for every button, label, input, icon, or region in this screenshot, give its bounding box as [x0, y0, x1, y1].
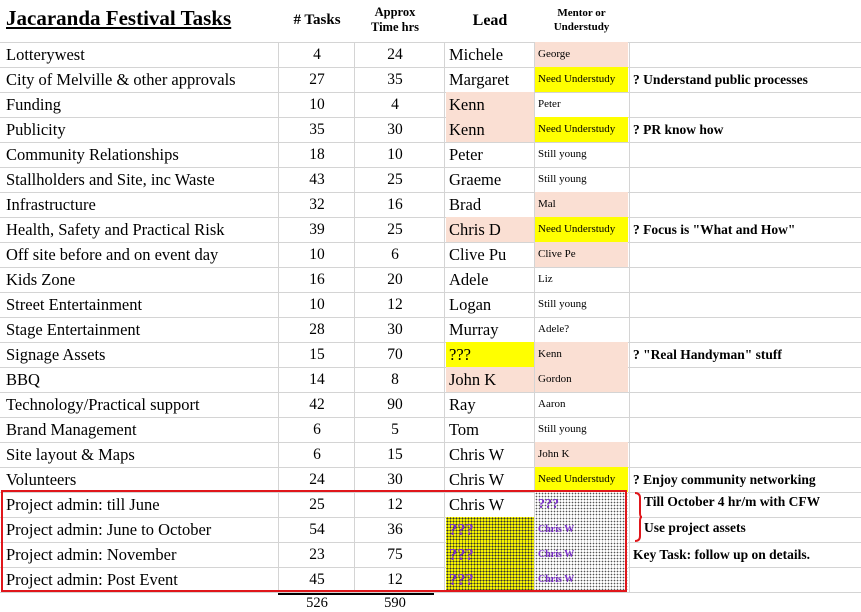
mentor-name: Need Understudy [535, 217, 628, 242]
task-count: 10 [309, 296, 325, 313]
task-count: 43 [309, 171, 325, 188]
task-name: Project admin: till June [6, 495, 160, 514]
task-count: 25 [309, 496, 325, 513]
task-name: Signage Assets [6, 345, 106, 364]
lead-name: Chris D [446, 217, 534, 242]
mentor-name: Chris W [535, 542, 628, 567]
mentor-name: Still young [538, 148, 587, 160]
task-name: Project admin: November [6, 545, 177, 564]
table-row [0, 167, 861, 192]
header-tasks: # Tasks [293, 12, 341, 28]
approx-time: 6 [391, 246, 399, 263]
task-name: Infrastructure [6, 195, 96, 214]
mentor-name: Aaron [538, 398, 566, 410]
approx-time: 12 [387, 496, 403, 513]
lead-name: Murray [449, 320, 499, 339]
lead-name: Chris W [449, 495, 505, 514]
approx-time: 30 [387, 471, 403, 488]
table-row [0, 92, 861, 117]
task-name: Technology/Practical support [6, 395, 200, 414]
mentor-name: Clive Pe [535, 242, 628, 267]
row-note: ? Enjoy community networking [633, 472, 816, 487]
approx-time: 75 [387, 546, 403, 563]
lead-name: Margaret [449, 70, 510, 89]
approx-time: 30 [387, 321, 403, 338]
task-count: 42 [309, 396, 325, 413]
task-count: 4 [313, 46, 321, 63]
lead-name: John K [446, 367, 534, 392]
brace-note-line1: Till October 4 hr/m with CFW [644, 494, 821, 509]
row-note: ? PR know how [633, 122, 724, 137]
task-count: 14 [309, 371, 325, 388]
approx-time: 70 [387, 346, 403, 363]
project-admin-outline [1, 490, 627, 592]
table-row [0, 467, 861, 492]
mentor-name: Liz [538, 273, 553, 285]
row-note: ? Understand public processes [633, 72, 808, 87]
table-row [0, 192, 861, 217]
lead-name: ??? [446, 342, 534, 367]
header-time-line2: Time hrs [370, 20, 420, 34]
task-count: 6 [313, 446, 321, 463]
task-count: 32 [309, 196, 325, 213]
lead-name: Chris W [449, 470, 505, 489]
table-row [0, 267, 861, 292]
approx-time: 12 [387, 571, 403, 588]
task-name: Street Entertainment [6, 295, 143, 314]
mentor-name: Need Understudy [535, 117, 628, 142]
task-name: Site layout & Maps [6, 445, 135, 464]
task-count: 45 [309, 571, 325, 588]
mentor-name: John K [535, 442, 628, 467]
table-row [0, 392, 861, 417]
task-count: 15 [309, 346, 325, 363]
task-count: 18 [309, 146, 325, 163]
task-count: 35 [309, 121, 325, 138]
table-row [0, 117, 861, 142]
mentor-name: George [535, 42, 628, 67]
approx-time: 24 [387, 46, 403, 63]
task-name: Volunteers [6, 470, 77, 489]
total-time: 590 [384, 595, 406, 611]
approx-time: 4 [391, 96, 399, 113]
lead-name: Clive Pu [449, 245, 507, 264]
mentor-name: Still young [538, 173, 587, 185]
lead-name: Adele [449, 270, 489, 289]
sheet-title: Jacaranda Festival Tasks [6, 6, 232, 30]
lead-name: Kenn [446, 117, 534, 142]
task-name: Publicity [6, 120, 66, 139]
task-count: 39 [309, 221, 325, 238]
lead-name: ??? [446, 517, 534, 542]
mentor-name: Still young [538, 298, 587, 310]
task-name: Stallholders and Site, inc Waste [6, 170, 215, 189]
mentor-name: Kenn [535, 342, 628, 367]
lead-name: Graeme [449, 170, 502, 189]
task-count: 23 [309, 546, 325, 563]
task-name: Kids Zone [6, 270, 76, 289]
header-time-line1: Approx [374, 5, 416, 19]
lead-name: Kenn [446, 92, 534, 117]
mentor-name: Gordon [535, 367, 628, 392]
mentor-name: Peter [538, 98, 561, 110]
table-row [0, 217, 861, 242]
task-name: Project admin: June to October [6, 520, 212, 539]
task-name: Stage Entertainment [6, 320, 141, 339]
task-name: Community Relationships [6, 145, 179, 164]
task-count: 27 [309, 71, 325, 88]
table-row [0, 417, 861, 442]
approx-time: 8 [391, 371, 399, 388]
task-count: 10 [309, 96, 325, 113]
approx-time: 35 [387, 71, 403, 88]
task-count: 24 [309, 471, 325, 488]
mentor-name: ??? [535, 492, 628, 517]
approx-time: 5 [391, 421, 399, 438]
mentor-name: Mal [535, 192, 628, 217]
table-row [0, 317, 861, 342]
task-count: 28 [309, 321, 325, 338]
task-name: Lotterywest [6, 45, 85, 64]
row-note: Key Task: follow up on details. [633, 547, 811, 562]
task-name: Funding [6, 95, 62, 114]
approx-time: 12 [387, 296, 403, 313]
brace-note-line2: Use project assets [644, 520, 746, 535]
table-row [0, 242, 861, 267]
lead-name: Tom [449, 420, 480, 439]
brace-icon [634, 492, 642, 542]
header-mentor-line2: Understudy [553, 21, 610, 33]
lead-name: Brad [449, 195, 482, 214]
task-name: Brand Management [6, 420, 137, 439]
header-time [356, 5, 434, 47]
lead-name: Ray [449, 395, 476, 414]
approx-time: 25 [387, 221, 403, 238]
lead-name: Chris W [449, 445, 505, 464]
task-name: Off site before and on event day [6, 245, 219, 264]
lead-name: Peter [449, 145, 483, 164]
task-name: BBQ [6, 370, 40, 389]
lead-name: ??? [446, 542, 534, 567]
row-note: ? "Real Handyman" stuff [633, 347, 782, 362]
mentor-name: Still young [538, 423, 587, 435]
mentor-name: Need Understudy [535, 67, 628, 92]
task-count: 54 [309, 521, 325, 538]
approx-time: 90 [387, 396, 403, 413]
lead-name: Logan [449, 295, 492, 314]
table-row [0, 67, 861, 92]
approx-time: 15 [387, 446, 403, 463]
row-note: ? Focus is "What and How" [633, 222, 796, 237]
total-tasks: 526 [306, 595, 328, 611]
approx-time: 10 [387, 146, 403, 163]
lead-name: ??? [446, 567, 534, 592]
mentor-name: Adele? [538, 323, 570, 335]
table-row [0, 342, 861, 367]
task-count: 16 [309, 271, 325, 288]
approx-time: 16 [387, 196, 403, 213]
mentor-name: Chris W [535, 517, 628, 542]
mentor-name: Chris W [535, 567, 628, 592]
table-row [0, 367, 861, 392]
task-name: Health, Safety and Practical Risk [6, 220, 225, 239]
lead-name: Michele [449, 45, 504, 64]
task-name: Project admin: Post Event [6, 570, 178, 589]
table-row [0, 442, 861, 467]
approx-time: 30 [387, 121, 403, 138]
table-row [0, 42, 861, 67]
task-name: City of Melville & other approvals [6, 70, 236, 89]
mentor-name: Need Understudy [535, 467, 628, 492]
header-lead: Lead [472, 12, 508, 29]
table-row [0, 142, 861, 167]
task-count: 10 [309, 246, 325, 263]
approx-time: 20 [387, 271, 403, 288]
table-row [0, 292, 861, 317]
task-count: 6 [313, 421, 321, 438]
header-mentor-line1: Mentor or [557, 7, 606, 19]
approx-time: 36 [387, 521, 403, 538]
approx-time: 25 [387, 171, 403, 188]
